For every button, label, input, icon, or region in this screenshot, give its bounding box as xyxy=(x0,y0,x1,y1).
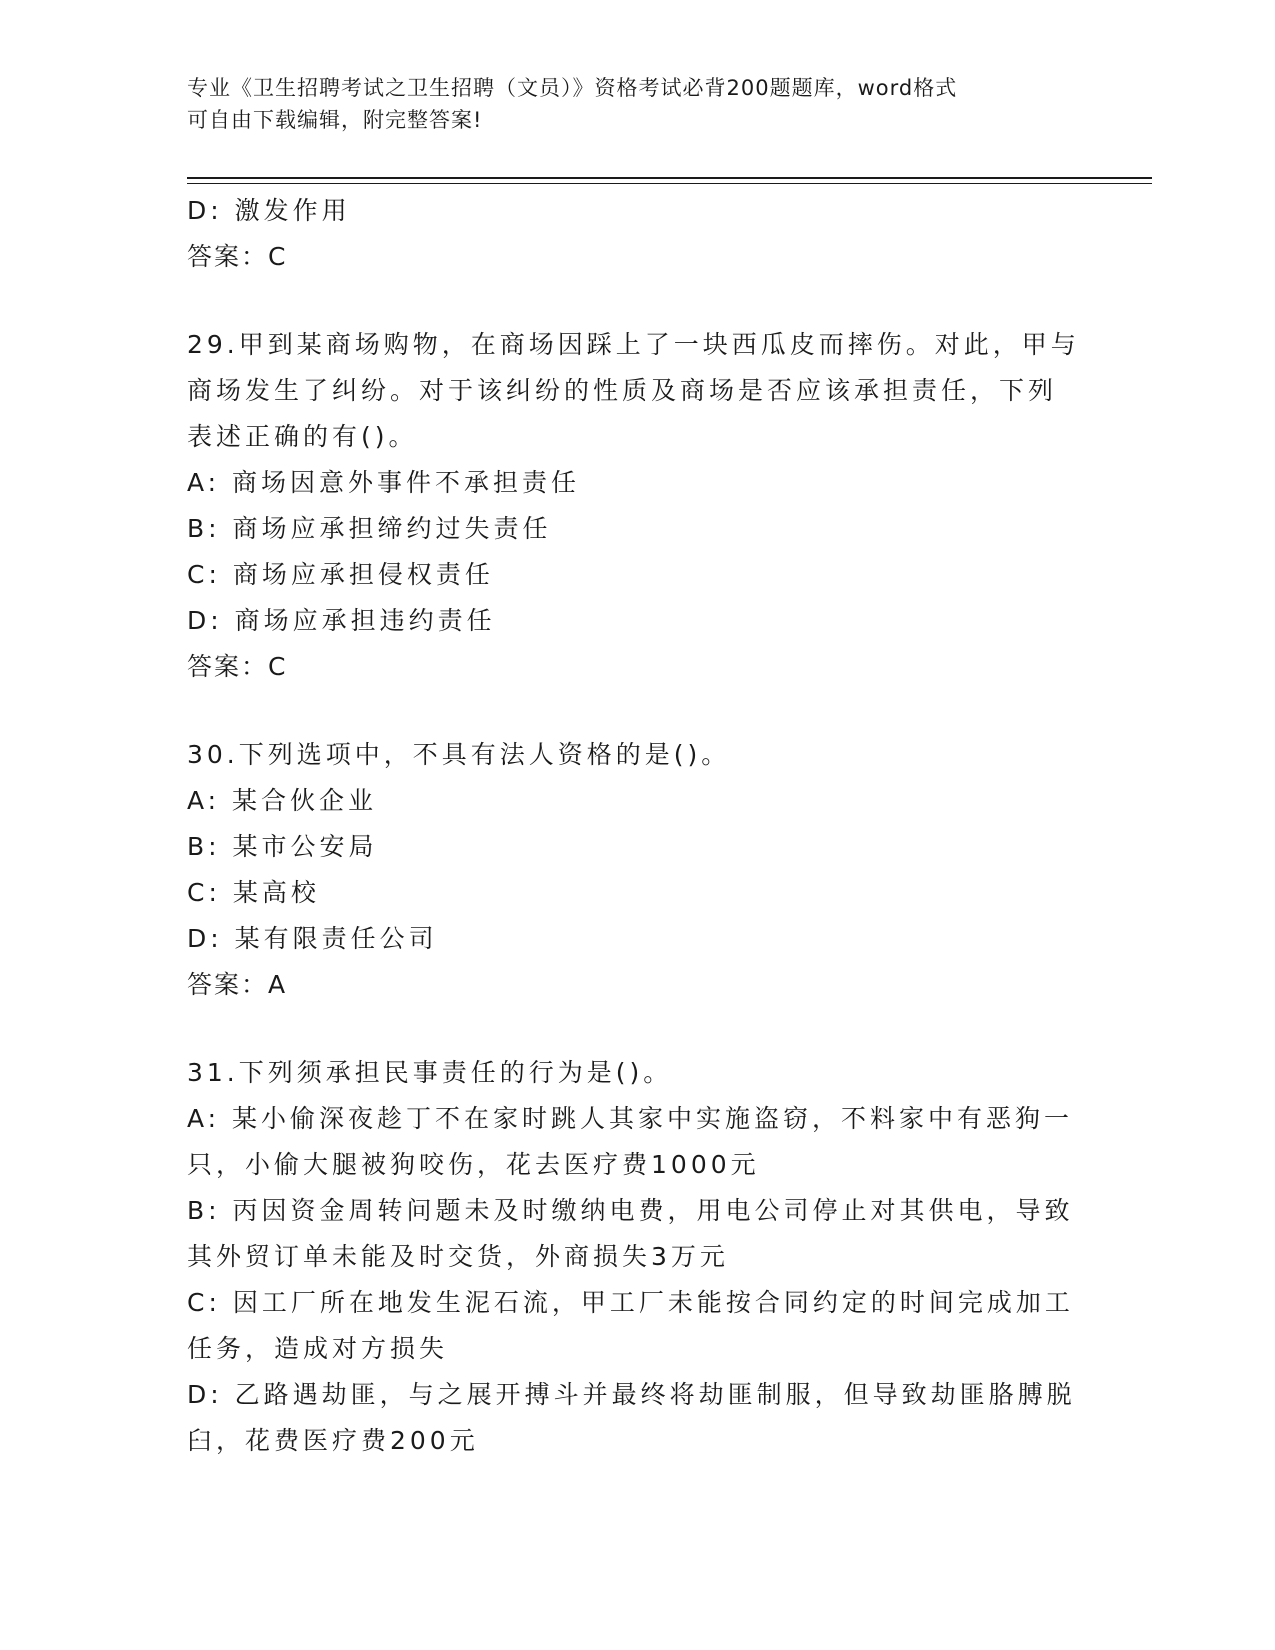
option-d: D: 商场应承担违约责任 xyxy=(187,606,496,635)
question-29 xyxy=(187,322,1087,690)
option-c: C: 商场应承担侵权责任 xyxy=(187,560,494,589)
answer-line: 答案：C xyxy=(187,242,288,271)
question-stem-line: 29.甲到某商场购物，在商场因踩上了一块西瓜皮而摔伤。对此，甲与 xyxy=(187,330,1080,359)
spacer xyxy=(187,280,1087,322)
question-stem-line: 表述正确的有()。 xyxy=(187,422,418,451)
header-title-line-1: 专业《卫生招聘考试之卫生招聘（文员）》资格考试必背200题题库，word格式 xyxy=(187,76,958,100)
question-content xyxy=(187,188,1087,1464)
question-stem-line: 31.下列须承担民事责任的行为是()。 xyxy=(187,1058,673,1087)
spacer xyxy=(187,1008,1087,1050)
option-d-line-2: 臼，花费医疗费200元 xyxy=(187,1426,479,1455)
document-header xyxy=(187,72,1067,136)
option-d: D: 某有限责任公司 xyxy=(187,924,438,953)
option-b: B: 某市公安局 xyxy=(187,832,378,861)
option-d-line-1: D: 乙路遇劫匪，与之展开搏斗并最终将劫匪制服，但导致劫匪胳膊脱 xyxy=(187,1380,1076,1409)
option-a: A: 商场因意外事件不承担责任 xyxy=(187,468,581,497)
header-divider-thin xyxy=(187,183,1152,184)
option-c: C: 某高校 xyxy=(187,878,320,907)
answer-line: 答案：C xyxy=(187,652,288,681)
option-a: A: 某合伙企业 xyxy=(187,786,378,815)
header-title-line-2: 可自由下载编辑，附完整答案! xyxy=(187,108,483,132)
question-30 xyxy=(187,732,1087,1008)
option-b-line-2: 其外贸订单未能及时交货，外商损失3万元 xyxy=(187,1242,729,1271)
option-d: D: 激发作用 xyxy=(187,196,351,225)
header-divider-thick xyxy=(187,177,1152,179)
previous-question-tail xyxy=(187,188,1087,280)
question-stem-line: 商场发生了纠纷。对于该纠纷的性质及商场是否应该承担责任，下列 xyxy=(187,376,1058,405)
option-b: B: 商场应承担缔约过失责任 xyxy=(187,514,552,543)
question-stem-line: 30.下列选项中，不具有法人资格的是()。 xyxy=(187,740,731,769)
spacer xyxy=(187,690,1087,732)
option-c-line-2: 任务，造成对方损失 xyxy=(187,1334,449,1363)
question-31 xyxy=(187,1050,1087,1464)
option-c-line-1: C: 因工厂所在地发生泥石流，甲工厂未能按合同约定的时间完成加工 xyxy=(187,1288,1074,1317)
option-b-line-1: B: 丙因资金周转问题未及时缴纳电费，用电公司停止对其供电，导致 xyxy=(187,1196,1074,1225)
answer-line: 答案：A xyxy=(187,970,288,999)
option-a-line-2: 只，小偷大腿被狗咬伤，花去医疗费1000元 xyxy=(187,1150,760,1179)
option-a-line-1: A: 某小偷深夜趁丁不在家时跳人其家中实施盗窃，不料家中有恶狗一 xyxy=(187,1104,1074,1133)
